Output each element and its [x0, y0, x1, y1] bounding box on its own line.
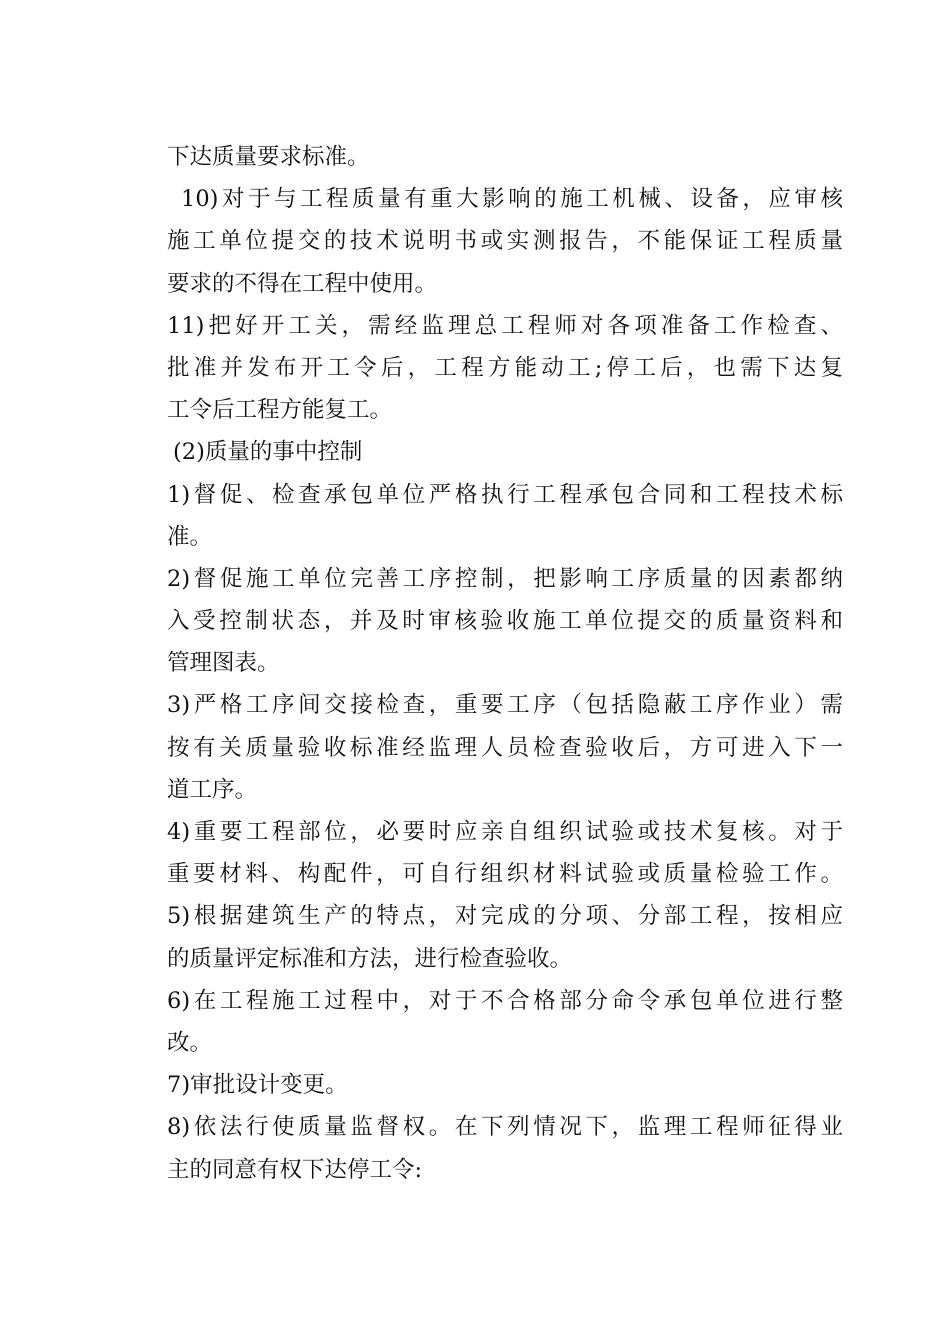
text-line: 施工单位提交的技术说明书或实测报告，不能保证工程质量: [167, 228, 843, 255]
text-line: 准。: [167, 523, 213, 550]
text-line: 5)根据建筑生产的特点，对完成的分项、分部工程，按相应: [167, 903, 843, 930]
text-line: 7)审批设计变更。: [167, 1072, 348, 1099]
text-line: 下达质量要求标准。: [167, 144, 370, 170]
text-line: 6)在工程施工过程中，对于不合格部分命令承包单位进行整: [167, 987, 843, 1014]
document-body: [167, 136, 843, 1191]
text-line: 8)依法行使质量监督权。在下列情况下，监理工程师征得业: [167, 1114, 843, 1141]
text-line: 改。: [167, 1029, 213, 1056]
text-line: 管理图表。: [167, 650, 280, 677]
text-line: 的质量评定标准和方法，进行检查验收。: [167, 945, 573, 972]
text-line: 要求的不得在工程中使用。: [167, 270, 438, 297]
text-line: 主的同意有权下达停工令:: [167, 1156, 423, 1183]
text-line: 1)督促、检查承包单位严格执行工程承包合同和工程技术标: [167, 481, 843, 508]
text-line: 批准并发布开工令后，工程方能动工;停工后，也需下达复: [167, 354, 843, 381]
text-line: 入受控制状态，并及时审核验收施工单位提交的质量资料和: [167, 608, 843, 635]
text-line: 工令后工程方能复工。: [167, 397, 393, 424]
text-line: 10)对于与工程质量有重大影响的施工机械、设备，应审核: [181, 186, 843, 213]
text-line: 3)严格工序间交接检查，重要工序（包括隐蔽工序作业）需: [167, 692, 843, 719]
text-line: 按有关质量验收标准经监理人员检查验收后，方可进入下一: [167, 734, 843, 761]
text-line: 道工序。: [167, 776, 258, 803]
text-line: 11)把好开工关，需经监理总工程师对各项准备工作检查、: [167, 312, 843, 339]
text-line: 2)督促施工单位完善工序控制，把影响工序质量的因素都纳: [167, 565, 843, 592]
text-line: 重要材料、构配件，可自行组织材料试验或质量检验工作。: [167, 861, 843, 888]
section-heading: (2)质量的事中控制: [173, 439, 363, 466]
text-line: 4)重要工程部位，必要时应亲自组织试验或技术复核。对于: [167, 819, 843, 845]
